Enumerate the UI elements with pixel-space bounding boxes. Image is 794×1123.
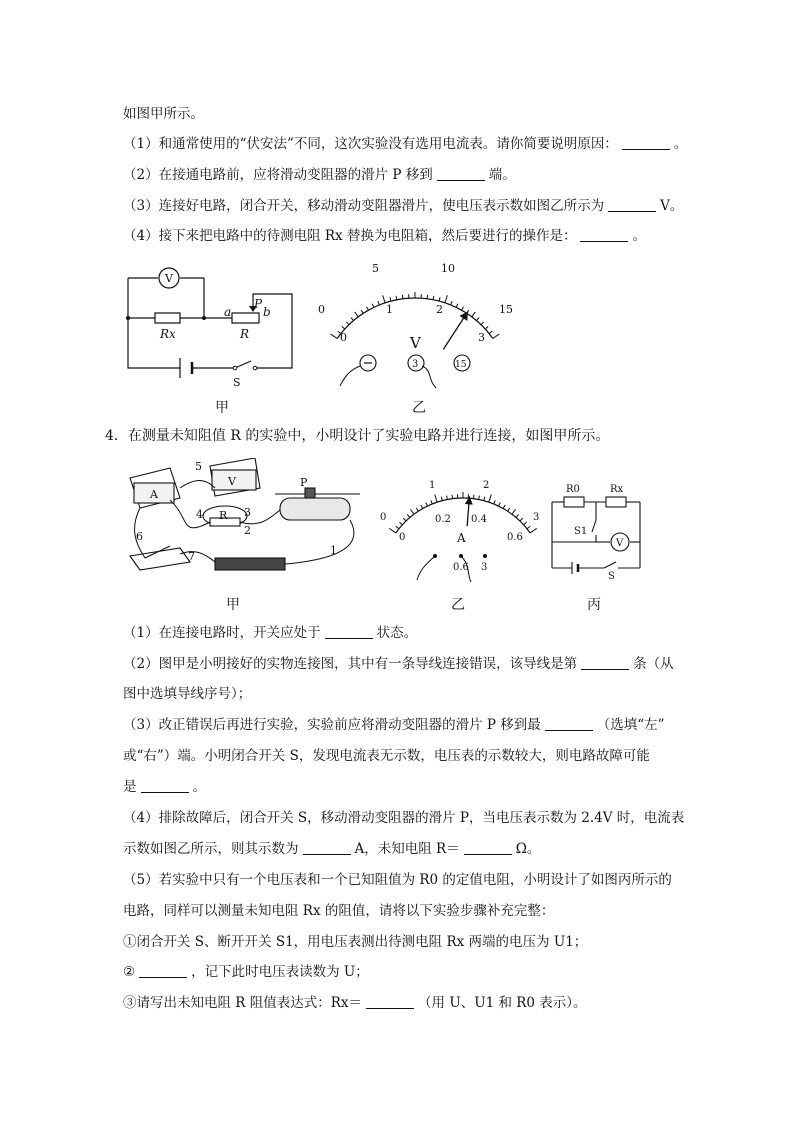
q4-wire-2: 2 — [244, 524, 251, 537]
q4-ammeter-dial — [375, 470, 550, 585]
q4-tick-bot-0: 0 — [399, 532, 406, 543]
q3-dial-tick — [342, 326, 345, 329]
q4-wire-7: 7 — [188, 550, 195, 563]
q4-caption-yi: 乙 — [451, 597, 465, 613]
q3-circuit-diagram — [120, 258, 305, 388]
q4-dial-arc — [396, 498, 530, 533]
q4-part2-line1: （2）图甲是小明接好的实物连接图，其中有一条导线连接错误，该导线是第 条（从 — [123, 656, 674, 672]
q3-p-label: P — [254, 297, 263, 311]
q4-tick-top-3: 3 — [533, 512, 540, 523]
q3-dial-tick — [433, 296, 434, 300]
q3-dial-needle-head — [460, 312, 468, 321]
q3-dial-tick — [383, 295, 386, 303]
q4-part1: （1）在连接电路时，开关应处于 状态。 — [123, 625, 418, 641]
q3-part3: （3）连接好电路，闭合开关，移动滑动变阻器滑片，使电压表示数如图乙所示为 V。 — [123, 198, 684, 214]
q3-tick-top-15: 15 — [499, 303, 513, 316]
q3-dial-tick — [485, 326, 488, 329]
q4-tick-top-2: 2 — [483, 480, 490, 491]
q4-dial-tick — [447, 496, 448, 500]
q3-blank-2[interactable] — [437, 166, 485, 181]
q4-dial-tick — [524, 522, 527, 525]
q4-unit: A — [457, 531, 466, 545]
q3-dial-tick — [493, 334, 500, 339]
q4-part3-line2: 或“右”）端。小明闭合开关 S，发现电流表无示数，电压表的示数较大，则电路故障可能 — [123, 748, 650, 764]
q3-dial-tick — [372, 304, 374, 308]
q3-tick-bot-2: 2 — [436, 303, 443, 316]
q4-dial-tick — [403, 518, 406, 521]
q4-blank-2[interactable] — [581, 655, 629, 670]
q4-dial-tick — [494, 500, 495, 504]
q4-dial-tick — [431, 500, 432, 504]
q3-r-label: R — [240, 327, 250, 341]
q3-dial-tick — [481, 322, 484, 325]
q4-dial-tick — [520, 518, 523, 521]
q4-part3-line1: （3）改正错误后再进行实验，实验前应将滑动变阻器的滑片 P 移到最 （选填“左” — [123, 717, 665, 733]
q4-dial-tick — [512, 509, 516, 514]
q3-part1: （1）和通常使用的“伏安法”不同，这次实验没有选用电流表。请你简要说明原因： 。 — [123, 136, 688, 152]
q4-dial-tick — [489, 495, 492, 503]
q3-dial-tick — [462, 307, 464, 310]
q3-rx-label: Rx — [160, 327, 176, 341]
q3-dial-arc — [337, 298, 493, 339]
q4-dial-tick — [452, 495, 453, 499]
q4-part5-line2: 电路，同样可以测量未知电阻 Rx 的阻值，请将以下实验步骤补充完整： — [123, 903, 555, 919]
q4-step2: ② ，记下此时电压表读数为 U； — [123, 964, 369, 980]
q3-s-label: S — [233, 376, 241, 388]
q3-dial-tick — [472, 312, 476, 317]
q4-bing-s1: S1 — [574, 526, 588, 537]
q4-caption-jia: 甲 — [226, 597, 240, 613]
q4-blank-3[interactable] — [545, 716, 593, 731]
q3-intro: 如图甲所示。 — [123, 106, 204, 122]
q4-bing-rx: Rx — [610, 484, 624, 495]
q4-tick-bot-02: 0.2 — [435, 514, 451, 525]
q4-blank-6[interactable] — [464, 840, 512, 855]
q3-tick-bot-3: 3 — [478, 331, 485, 344]
q4-dial-tick — [399, 522, 402, 525]
q3-caption-yi: 乙 — [412, 400, 426, 416]
q4-tick-top-1: 1 — [429, 480, 436, 491]
q4-dial-tick — [396, 526, 399, 528]
q4-step1: ①闭合开关 S、断开开关 S1，用电压表测出待测电阻 Rx 两端的电压为 U1； — [123, 934, 588, 950]
q3-tick-bot-0: 0 — [340, 331, 347, 344]
q3-dial-tick — [390, 297, 391, 301]
q3-dial-tick — [367, 307, 369, 310]
q4-physical-circuit — [120, 458, 390, 578]
q4-voltmeter-label: V — [228, 475, 236, 488]
q4-part5-line1: （5）若实验中只有一个电压表和一个已知阻值为 R0 的定值电阻，小明设计了如图丙所示的 — [123, 872, 672, 888]
q3-voltmeter-label: V — [165, 272, 173, 285]
q3-terminal-3: 3 — [412, 359, 419, 370]
q3-blank-3[interactable] — [608, 197, 656, 212]
q3-dial-tick — [427, 295, 428, 299]
q4-part2-line2: 图中选填导线序号）； — [123, 686, 252, 702]
q3-a-label: a — [224, 305, 232, 319]
q3-dial-tick — [396, 296, 397, 300]
q4-bing-v: V — [616, 538, 624, 549]
q3-dial-tick — [451, 301, 452, 305]
q3-part4: （4）接下来把电路中的待测电阻 Rx 替换为电阻箱，然后要进行的操作是： 。 — [123, 228, 646, 244]
q4-part4-line1: （4）排除故障后，闭合开关 S，移动滑动变阻器的滑片 P，当电压表示数为 2.4V 时，电流表 — [123, 810, 685, 826]
q4-dial-tick — [527, 526, 530, 528]
q3-dial-tick — [402, 295, 403, 299]
q4-stem: 4．在测量未知阻值 R 的实验中，小明设计了实验电路并进行连接，如图甲所示。 — [105, 428, 610, 444]
q3-dial-tick — [331, 334, 338, 339]
q3-dial-tick — [445, 295, 448, 303]
q4-dial-tick — [410, 509, 414, 514]
q4-dial-tick — [407, 514, 410, 517]
q3-unit: V — [410, 334, 421, 352]
q4-dial-tick — [503, 505, 505, 508]
q4-dial-tick — [441, 497, 442, 501]
q4-blank-5[interactable] — [303, 840, 351, 855]
q4-part4-line2: 示数如图乙所示，则其示数为 A，未知电阻 R＝ Ω。 — [123, 841, 541, 857]
q3-part2: （2）在接通电路前，应将滑动变阻器的滑片 P 移到 端。 — [123, 167, 516, 183]
q4-resistor-label: R — [219, 509, 228, 522]
q3-tick-top-0: 0 — [318, 303, 325, 316]
q3-tick-top-5: 5 — [372, 262, 379, 275]
q3-terminal-15: 15 — [455, 360, 467, 370]
q4-wire-4: 4 — [196, 508, 203, 521]
q3-dial-tick — [361, 310, 363, 313]
q3-dial-tick — [378, 301, 379, 305]
q3-b-label: b — [263, 305, 271, 319]
q4-tick-bot-04: 0.4 — [471, 514, 487, 525]
q3-tick-bot-1: 1 — [386, 303, 393, 316]
q4-wire-1: 1 — [330, 544, 337, 557]
q4-blank-7[interactable] — [139, 963, 187, 978]
q3-tick-top-10: 10 — [441, 262, 455, 275]
q3-dial-tick — [439, 297, 440, 301]
q4-blank-8[interactable] — [366, 994, 414, 1009]
q4-bing-r0: R0 — [566, 484, 580, 495]
q4-part3-line3: 是 。 — [123, 779, 206, 795]
q4-wire-5: 5 — [195, 460, 202, 473]
q3-dial-tick — [355, 312, 359, 317]
q4-dial-tick — [508, 508, 510, 511]
q4-dial-tick — [530, 528, 537, 533]
q4-dial-tick — [499, 502, 501, 506]
q4-dial-tick — [484, 497, 485, 501]
q4-dial-tick — [426, 502, 428, 506]
q3-dial-tick — [351, 318, 354, 321]
q4-step3: ③请写出未知电阻 R 阻值表达式：Rx＝ （用 U、U1 和 R0 表示）。 — [123, 995, 587, 1011]
q4-dial-tick — [421, 505, 423, 508]
q4-slider-label: P — [300, 476, 308, 489]
q3-caption-jia: 甲 — [215, 400, 229, 416]
q4-terminal-3: 3 — [481, 562, 488, 573]
q4-dial-tick — [516, 514, 519, 517]
q3-blank-1[interactable] — [622, 135, 670, 150]
q4-schematic-bing — [548, 480, 648, 580]
q4-terminal-06: 0.6 — [453, 562, 469, 573]
q3-dial-tick — [489, 331, 492, 333]
q3-dial-tick — [476, 318, 479, 321]
q4-dial-tick — [435, 495, 438, 503]
q4-dial-tick — [389, 528, 396, 533]
q4-dial-tick — [479, 496, 480, 500]
q3-dial-tick — [456, 304, 458, 308]
q4-blank-4[interactable] — [141, 778, 189, 793]
q4-dial-tick — [473, 495, 474, 499]
q4-ammeter-label: A — [150, 488, 158, 501]
q3-voltmeter-dial — [310, 258, 520, 393]
q4-tick-bot-06: 0.6 — [507, 532, 523, 543]
q4-caption-bing: 丙 — [587, 597, 601, 613]
q3-dial-tick — [346, 322, 349, 325]
q4-wire-3: 3 — [244, 506, 251, 519]
q4-dial-tick — [416, 508, 418, 511]
q4-tick-top-0: 0 — [380, 512, 387, 523]
q3-blank-4[interactable] — [580, 227, 628, 242]
q4-blank-1[interactable] — [325, 624, 373, 639]
q4-wire-6: 6 — [136, 530, 143, 543]
q4-bing-s: S — [608, 571, 615, 580]
